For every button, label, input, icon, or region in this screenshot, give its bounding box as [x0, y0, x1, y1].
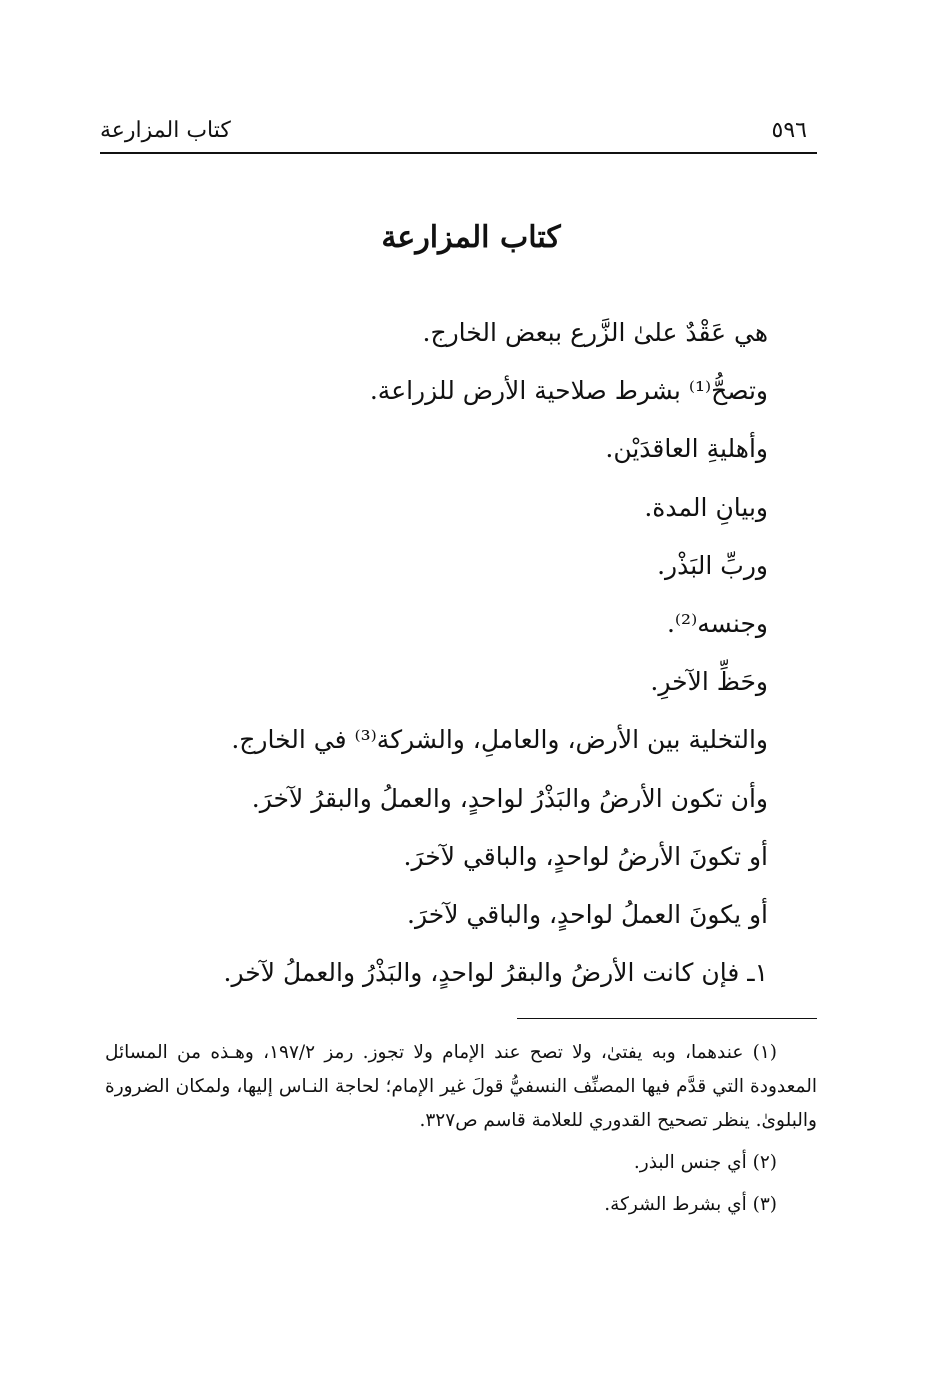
footnote-3: (٣) أي بشرط الشركة. [604, 1194, 777, 1215]
footnotes [105, 1036, 817, 1222]
running-title: كتاب المزارعة [100, 118, 231, 143]
text-line: وربِّ البَذْر. [657, 550, 768, 580]
text-line: وجنسه⁽²⁾. [666, 608, 768, 638]
text-line: أو تكونَ الأرضُ لواحدٍ، والباقي لآخرَ. [403, 841, 768, 871]
text-line: وأن تكون الأرضُ والبَذْرُ لواحدٍ، والعملُ والبقرُ لآخرَ. [251, 783, 768, 813]
footnote-separator [517, 1018, 817, 1019]
text-line: أو يكونَ العملُ لواحدٍ، والباقي لآخرَ. [407, 899, 768, 929]
main-text [100, 310, 768, 1008]
footnote-2: (٢) أي جنس البذر. [633, 1152, 777, 1173]
text-line: وأهليةِ العاقدَيْن. [605, 434, 768, 464]
page-number: ٥٩٦ [771, 118, 807, 143]
running-header [100, 112, 817, 154]
text-line: هي عَقْدٌ علىٰ الزَّرع ببعض الخارج. [422, 318, 768, 347]
chapter-title: كتاب المزارعة [381, 220, 561, 255]
text-line: وتصحُّ⁽¹⁾ بشرط صلاحية الأرض للزراعة. [369, 376, 768, 406]
text-line: وحَظِّ الآخرِ. [650, 667, 768, 697]
text-line: ١ـ فإن كانت الأرضُ والبقرُ لواحدٍ، والبَذْرُ والعملُ لآخر. [223, 958, 768, 988]
text-line: والتخلية بين الأرض، والعاملِ، والشركة⁽³⁾ في الخارج. [231, 725, 768, 755]
footnote-1: (١) عندهما، وبه يفتىٰ، ولا تصح عند الإمام ولا تجوز. رمز ١٩٧/٢، وهـذه من المسائل المعدودة التي قدَّم فيها المصنِّف النسفيُّ قولَ غير الإمام؛ لحاجة النـاس إليها، ولمكان الضرورة والبلوىٰ. ينظر تصحيح القدوري للعلامة قاسم ص٣٢٧. [105, 1042, 817, 1131]
text-line: وبيانِ المدة. [644, 492, 768, 522]
